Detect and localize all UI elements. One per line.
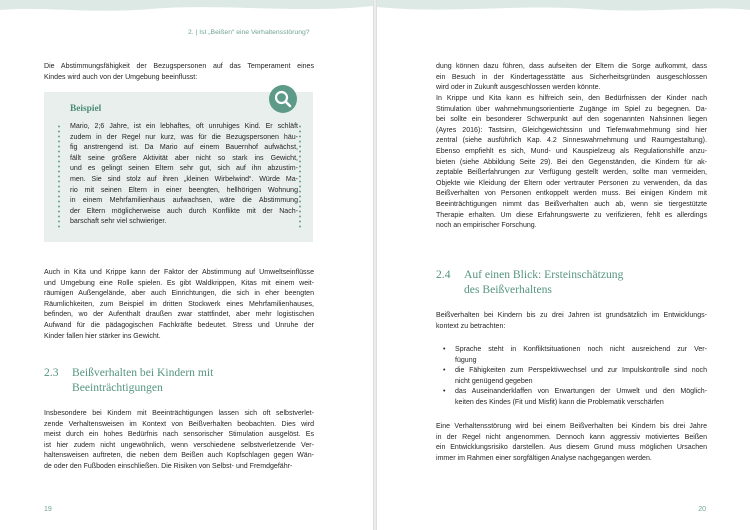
text-line: bieten (siehe Abbildung Seite 29). Bei den Gegenständen, die Kindern für ak-	[436, 158, 707, 166]
text-line: Objekte wie Kleidung der Eltern oder vertrauter Personen zu verwenden, da das	[436, 179, 707, 187]
text-line: rio mit seinen Eltern in einer beengten, hellhörigen Wohnung	[70, 186, 298, 194]
text-line: Beißverhalten von Personen entkoppelt werden muss. Bei einigen Kindern mit	[436, 190, 707, 198]
text-line: und es gelingt seinen Eltern sehr gut, sich auf ihn abzustim-	[70, 165, 298, 173]
section-title-line2: des Beißverhaltens	[464, 282, 552, 296]
right-dotted-rule	[299, 124, 301, 228]
example-title: Beispiel	[70, 104, 102, 114]
section-title-line1: Beißverhalten bei Kindern mit	[72, 366, 214, 379]
text-line: ein Besuch in der Kindertagesstätte aus Sicherheitsgründen ausgeschlossen	[436, 73, 707, 81]
text-line: kontext zu betrachten:	[436, 322, 506, 330]
example-text	[70, 122, 298, 228]
magnifier-icon	[269, 85, 297, 113]
text-line: fällt seine größere Aktivität aber nicht so stark ins Gewicht,	[70, 154, 298, 162]
text-line: fig anstrengend ist. Da Mario auf einem Bauernhof aufwächst,	[70, 144, 298, 152]
text-line: Ebenso empfiehlt es sich, Mund- und Kauspielzeug als Regulationshilfe anzu-	[436, 147, 707, 155]
running-head: 2. | Ist „Beißen“ eine Verhaltensstörung?	[188, 29, 310, 36]
bullet-list	[443, 345, 707, 409]
section-title-line2: Beeinträchtigungen	[72, 380, 163, 394]
section-number: 2.3	[44, 366, 59, 379]
text-line: immer im Rahmen einer sorgfältigen Analyse nachgegangen werden.	[436, 454, 652, 462]
text-line: haltensweisen auftreten, die neben dem Beißen auch Kopfschlagen gegen Wän-	[44, 452, 314, 460]
continuation-paragraph	[436, 62, 707, 94]
text-line: Insbesondere bei Kindern mit Beeinträchtigungen lassen sich oft selbstverlet-	[44, 410, 314, 417]
text-line: Mario, 2;6 Jahre, ist ein lebhaftes, oft unruhiges Kind. Er schläft	[70, 123, 298, 130]
section-heading-2-4	[436, 268, 736, 297]
example-box	[44, 92, 313, 242]
text-line: Kinder fallen hier stärker ins Gewicht.	[44, 332, 161, 340]
bullet-icon: •	[443, 346, 446, 353]
text-line: zeptable Beißerfahrungen zur Verfügung gestellt werden, sollte man vermeiden,	[436, 169, 707, 177]
bullet-text-line: die Fähigkeiten zum Perspektivwechsel und zur Impulskontrolle sind noch	[455, 367, 707, 375]
bullet-icon: •	[443, 388, 446, 396]
bullet-item	[443, 345, 707, 366]
section-heading-2-3	[44, 366, 334, 395]
beeintraechtigungen-paragraph	[44, 409, 314, 473]
text-line: ein Entwicklungsrisiko darstellen. Aus diesem Grund muss möglichen Ursachen	[436, 444, 707, 452]
text-line: in der Regel nicht angenommen. Dennoch kann aggressiv motiviertes Beißen	[436, 433, 707, 441]
left-page	[0, 0, 373, 530]
text-line: Stimulation über wahrnehmungsorientierte Zugänge im Spiel zu begegnen. Da-	[436, 105, 707, 113]
text-line: Auch in Kita und Krippe kann der Faktor der Abstimmung auf Umweltseinflüsse	[44, 269, 314, 276]
bullet-text-line: fügung	[455, 356, 477, 364]
text-line: zende Verhaltensweisen im Kontext von Beißverhalten beobachten. Dies wird	[44, 420, 314, 428]
text-line: ist hier zudem nicht ungewöhnlich, wenn verschiedene selbstverletzende Ver-	[44, 441, 314, 449]
text-line: zentral (siehe ausführlich Kap. 4.2 Sinneswahrnehmung und Raumgestaltung).	[436, 137, 707, 145]
text-line: de oder den Fußboden einschließen. Die Risiken von Selbst- und Fremdgefähr-	[44, 462, 293, 470]
bullet-item	[443, 387, 707, 408]
section-title-line1: Auf einen Blick: Ersteinschätzung	[464, 268, 624, 281]
left-dotted-rule	[58, 124, 60, 228]
text-line: men. Sie sind stolz auf ihren „kleinen Wirbelwind“. Würde Ma-	[70, 175, 298, 183]
text-line: Kindes wird auch von der Umgebung beeinflusst:	[44, 73, 198, 81]
text-line: und Umgebung eine Rolle spielen. Es gibt Waldkrippen, Kitas mit einem weit-	[44, 279, 314, 287]
verhaltensstoerung-paragraph	[436, 422, 707, 464]
krippe-paragraph	[436, 94, 707, 232]
bullet-icon: •	[443, 367, 446, 375]
page-number-right: 20	[698, 506, 706, 513]
right-page	[377, 0, 750, 530]
text-line: Beißverhalten bei Kindern bis zu drei Jahren ist grundsätzlich im Entwicklungs-	[436, 312, 707, 319]
text-line: Räumlichkeiten, zum Beispiel im dritten Stockwerk eines Mehrfamilienhauses,	[44, 300, 314, 308]
text-line: räumigen Außengelände, aber auch Einrichtungen, die sich in eher beengten	[44, 290, 314, 298]
text-line: Aufwand für die pädagogischen Fachkräfte bedeutet. Stress und Unruhe der	[44, 321, 314, 329]
bullet-text-line: nicht genügend gegeben	[455, 377, 533, 385]
bullet-item	[443, 366, 707, 387]
text-line: dung können dazu führen, dass aufseiten der Eltern die Sorge aufkommt, dass	[436, 63, 707, 70]
top-wave-decoration	[377, 0, 750, 18]
text-line: zudem in der Regel nur kurz, was für die Bezugspersonen häu-	[70, 133, 298, 141]
top-wave-decoration	[0, 0, 373, 18]
text-line: noch an empirischer Forschung.	[436, 222, 537, 230]
text-line: Therapie erhalten. Um diese Erfahrungswerte zu verifizieren, fehlt es allerdings	[436, 211, 707, 219]
text-line: Eine Verhaltensstörung wird bei einem Beißverhalten bei Kindern bis drei Jahre	[436, 423, 707, 430]
text-line: wird oder in Zukunft ausgeschlossen werden könnte.	[436, 84, 601, 92]
text-line: der Eltern möglicherweise auch durch Konflikte mit der Nach-	[70, 207, 298, 215]
page-number-left: 19	[44, 506, 52, 513]
text-line: befinden, wo der Aufenthalt draußen zwar stattfindet, aber mehr logistischen	[44, 311, 314, 319]
section-number: 2.4	[436, 268, 451, 281]
bullet-text-line: das Auseinanderklaffen von Erwartungen der Umwelt und den Möglich-	[455, 388, 707, 396]
text-line: Beeinträchtigungen nimmt das Beißverhalten auch ab, wenn sie tiergestützte	[436, 200, 707, 208]
bullet-text-line: keiten des Kindes (Fit und Misfit) kann die Problematik verschärfen	[455, 398, 664, 406]
kita-paragraph	[44, 268, 314, 342]
intro-paragraph	[44, 62, 314, 83]
grundsaetzlich-paragraph	[436, 311, 707, 332]
bullet-text-line: Sprache steht in Konfliktsituationen noch nicht ausreichend zur Ver-	[455, 346, 707, 353]
text-line: In Krippe und Kita kann es hilfreich sein, den Bedürfnissen der Kinder nach	[436, 95, 707, 102]
text-line: in einem Mehrfamilienhaus aufwachsen, wäre die Abstimmung	[70, 197, 298, 205]
text-line: meist durch ein hohes Bedürfnis nach sensorischer Stimulation ausgelöst. Es	[44, 431, 314, 439]
text-line: bei sollte ein besonderer Schwerpunkt auf den sogenannten Nahsinnen liegen	[436, 116, 707, 124]
text-line: (Ayres 2016): Tastsinn, Gleichgewichtssinn und Tiefenwahrnehmung sind hier	[436, 126, 707, 134]
text-line: barschaft sehr viel schwieriger.	[70, 218, 167, 226]
text-line: Die Abstimmungsfähigkeit der Bezugspersonen auf das Temperament eines	[44, 63, 314, 70]
